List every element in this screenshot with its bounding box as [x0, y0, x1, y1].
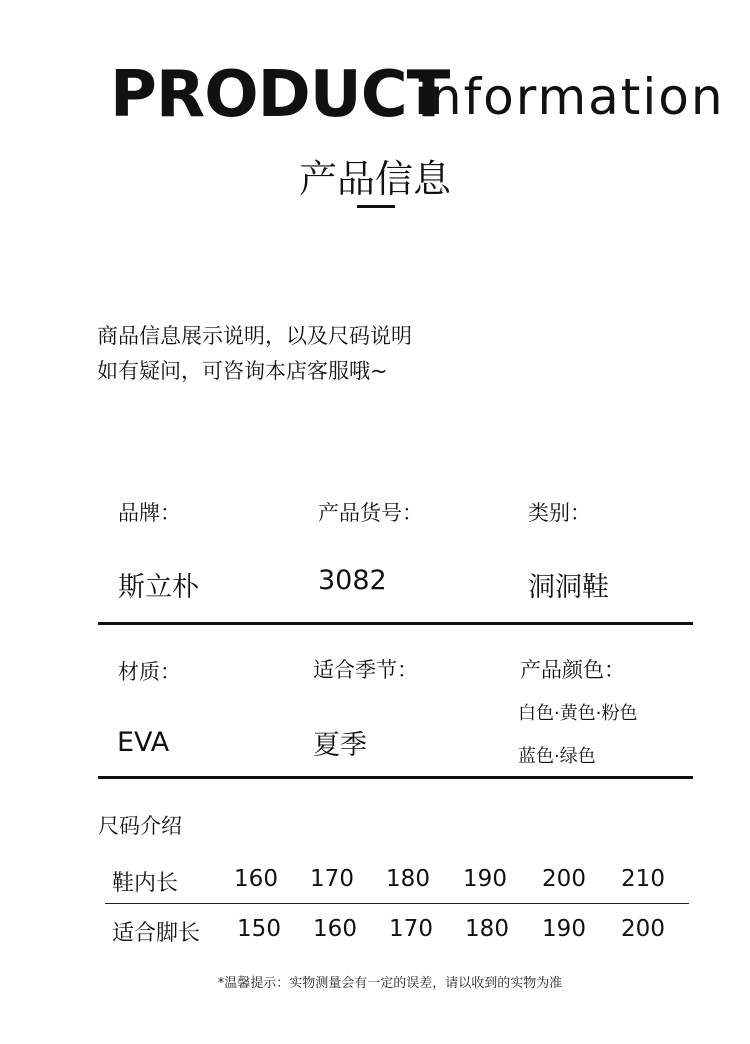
size-cell: 180: [465, 916, 509, 942]
size-cell: 200: [621, 916, 665, 942]
color-line-1: 白色·黄色·粉色: [518, 703, 638, 724]
color-line-2: 蓝色·绿色: [518, 746, 596, 767]
size-cell: 170: [310, 866, 354, 892]
size-cell: 200: [542, 866, 586, 892]
size-row-inner-length-label: 鞋内长: [112, 871, 179, 896]
size-cell: 210: [621, 866, 665, 892]
size-cell: 190: [463, 866, 507, 892]
title-product: PRODUCT: [110, 58, 450, 132]
size-row-foot-length-label: 适合脚长: [112, 921, 201, 946]
size-cell: 190: [542, 916, 586, 942]
season-label: 适合季节：: [313, 658, 418, 682]
color-label: 产品颜色：: [520, 658, 625, 682]
size-section-title: 尺码介绍: [98, 814, 182, 838]
item-no-label: 产品货号：: [318, 501, 423, 525]
material-value: EVA: [117, 727, 170, 758]
title-underline: [357, 205, 395, 208]
category-label: 类别：: [528, 501, 591, 525]
size-table-divider: [105, 903, 689, 904]
title-chinese: 产品信息: [298, 157, 451, 201]
item-no-value: 3082: [318, 565, 387, 596]
size-cell: 180: [386, 866, 430, 892]
footnote-disclaimer: *温馨提示：实物测量会有一定的误差，请以收到的实物为准: [217, 976, 563, 991]
divider-2: [98, 776, 693, 779]
size-cell: 170: [389, 916, 433, 942]
intro-line-1: 商品信息展示说明，以及尺码说明: [97, 324, 412, 348]
season-value: 夏季: [313, 730, 367, 761]
material-label: 材质：: [118, 660, 181, 684]
category-value: 洞洞鞋: [528, 572, 609, 603]
brand-value: 斯立朴: [118, 572, 199, 603]
intro-line-2: 如有疑问，可咨询本店客服哦~: [97, 359, 388, 383]
brand-label: 品牌：: [118, 501, 181, 525]
size-cell: 150: [237, 916, 281, 942]
divider-1: [98, 622, 693, 625]
size-cell: 160: [313, 916, 357, 942]
title-information: information: [414, 68, 725, 126]
size-cell: 160: [234, 866, 278, 892]
